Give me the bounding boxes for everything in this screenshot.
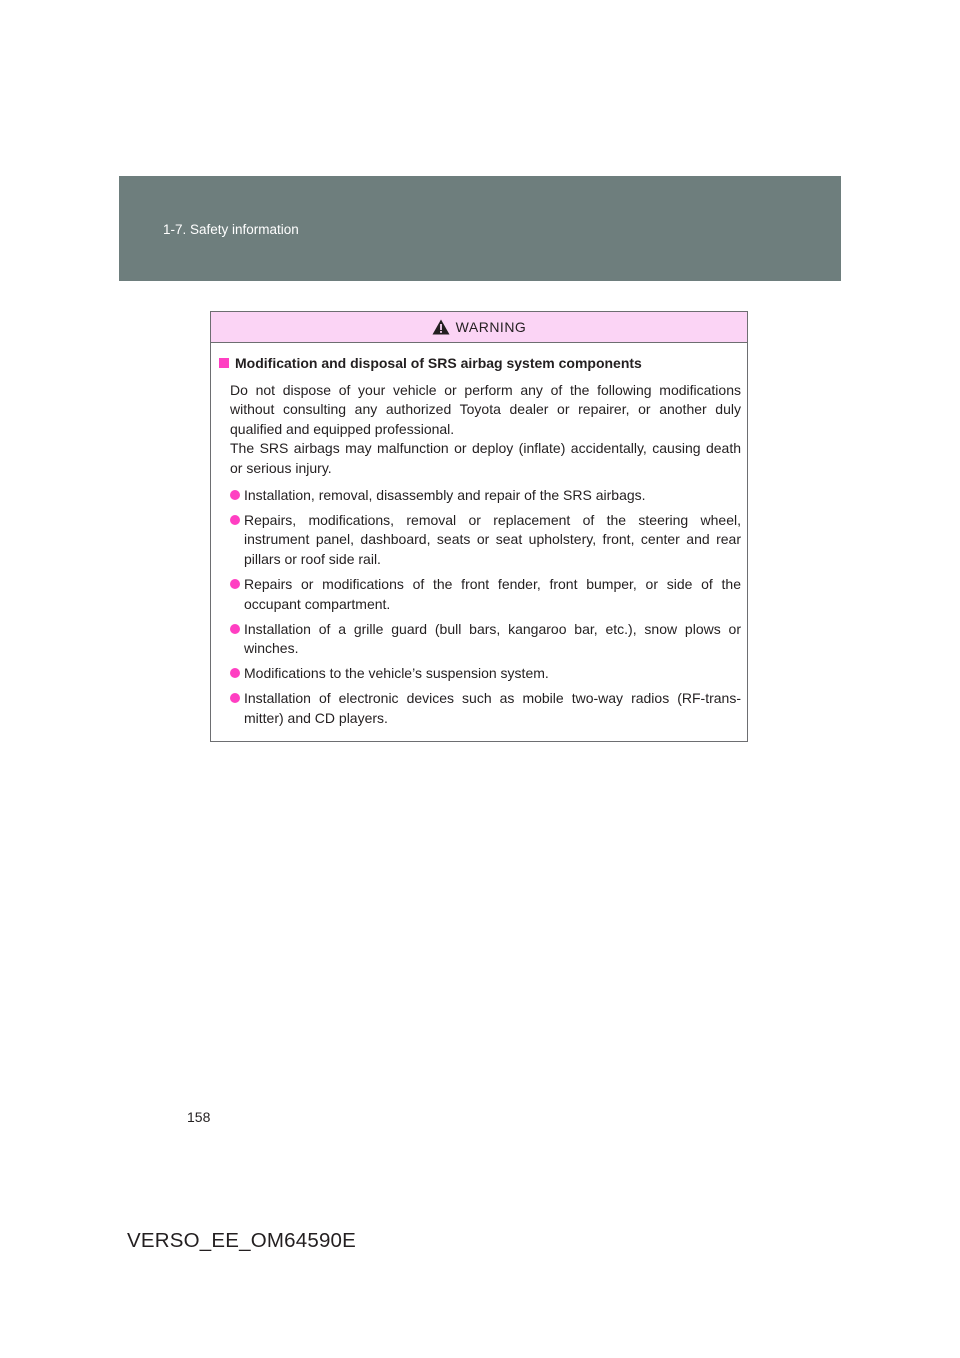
circle-bullet-icon	[230, 515, 240, 525]
list-item-text: Repairs, modifications, removal or replacement of the steering wheel, instrument panel, dashboard, seats or seat upholstery, front, center and rear pillars or roof side rail.	[244, 511, 741, 567]
warning-header	[211, 312, 747, 343]
warning-triangle-icon	[432, 319, 450, 335]
warning-body	[211, 343, 747, 729]
warning-box	[210, 311, 748, 742]
list-item	[230, 620, 741, 659]
list-item-text: Repairs or modifications of the front fender, front bumper, or side of the occupant compartment.	[244, 575, 741, 612]
section-title: 1-7. Safety information	[163, 222, 299, 237]
warning-description	[219, 381, 741, 479]
warning-topic	[219, 354, 741, 374]
modification-list	[219, 486, 741, 729]
page-number: 158	[187, 1109, 211, 1125]
list-item-text: Installation of a grille guard (bull bars, kangaroo bar, etc.), snow plows or winches.	[244, 620, 741, 657]
warning-topic-text: Modification and disposal of SRS airbag system components	[235, 355, 642, 371]
list-item-text: Installation, removal, disassembly and repair of the SRS airbags.	[244, 486, 646, 503]
circle-bullet-icon	[230, 693, 240, 703]
warning-label: WARNING	[455, 319, 527, 335]
list-item	[230, 486, 741, 506]
circle-bullet-icon	[230, 668, 240, 678]
warning-paragraph: The SRS airbags may malfunction or deploy (inflate) accidentally, causing death or serious injury.	[230, 440, 741, 476]
list-item	[230, 575, 741, 614]
list-item-text: Modifications to the vehicle’s suspension system.	[244, 665, 549, 682]
circle-bullet-icon	[230, 490, 240, 500]
circle-bullet-icon	[230, 624, 240, 634]
list-item	[230, 511, 741, 570]
document-code: VERSO_EE_OM64590E	[127, 1229, 357, 1252]
list-item	[230, 689, 741, 728]
circle-bullet-icon	[230, 579, 240, 589]
list-item	[230, 664, 741, 684]
warning-paragraph: Do not dispose of your vehicle or perform any of the following modifications without consulting any authorized Toyota dealer or repairer, or another duly qualified and equipped professional.	[230, 381, 741, 437]
square-bullet-icon	[219, 358, 229, 368]
section-header-band	[119, 176, 841, 281]
list-item-text: Installation of electronic devices such as mobile two-way radios (RF-trans-mitter) and CD players.	[244, 690, 741, 726]
